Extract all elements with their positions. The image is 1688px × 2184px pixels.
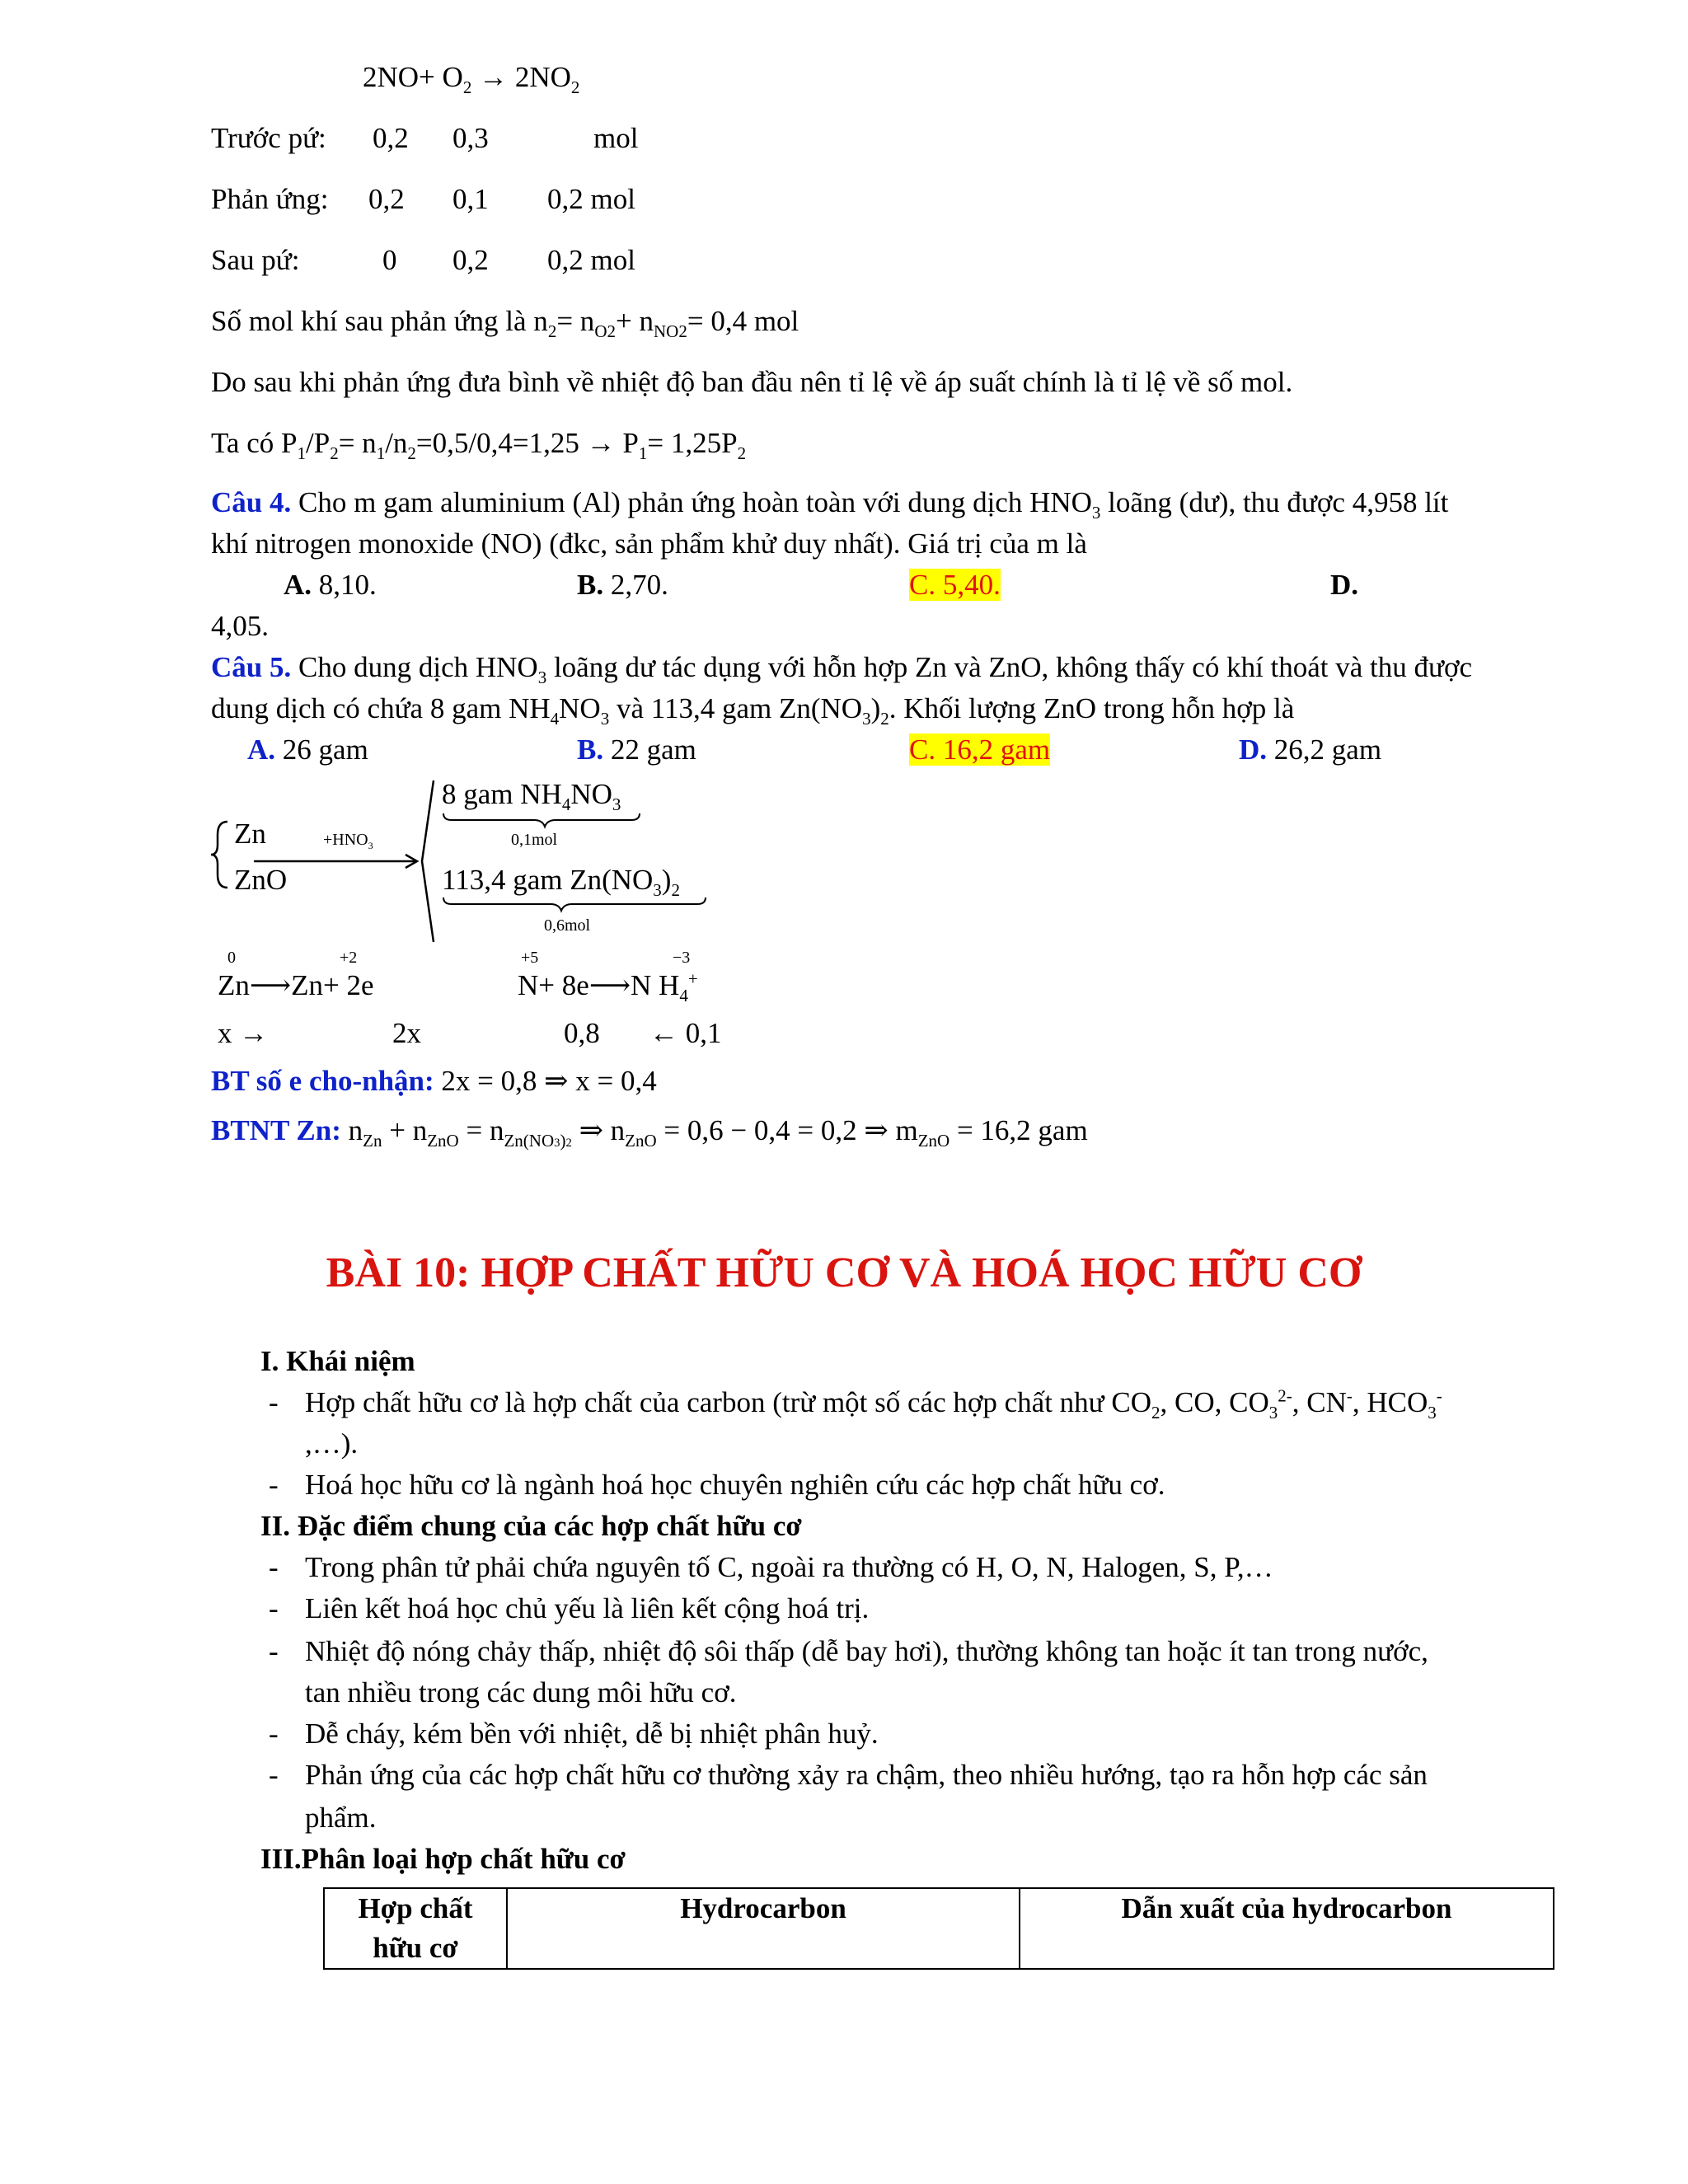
q5-option-a[interactable]: A. 26 gam — [247, 733, 368, 766]
s2-bullet-2: Liên kết hoá học chủ yếu là liên kết cộng hoá trị. — [305, 1592, 870, 1624]
scheme-product-nh4no3: 8 gam $NH_4NO_3$ — [442, 778, 621, 814]
q5-option-b[interactable]: B. 22 gam — [577, 733, 696, 766]
btnt-zn-line: BTNT Zn: $n_{Zn} + n_{ZnO} = n_{Zn(NO3)2}$ ⇒ $n_{ZnO} = 0,6 - 0,4 = 0,2$ ⇒ $m_{ZnO} = 16,2$ gam — [211, 1114, 1088, 1151]
s1-bullet-2: Hoá học hữu cơ là ngành hoá học chuyên nghiên cứu các hợp chất hữu cơ. — [305, 1469, 1165, 1501]
q4-option-d[interactable]: D. — [1330, 569, 1359, 601]
lesson-title: BÀI 10: HỢP CHẤT HỮU CƠ VÀ HOÁ HỌC HỮU CƠ — [326, 1249, 1362, 1296]
q4-option-d-value: 4,05. — [211, 610, 269, 642]
s2-bullet-4: Dễ cháy, kém bền với nhiệt, dễ bị nhiệt phân huỷ. — [305, 1718, 879, 1750]
pressure-ratio: Ta có $P_1/P_2= n_1/n_2=0,5/0,4=1,25 \to P_1= 1,25P_2$ — [211, 427, 747, 463]
table-header-hydrocarbon: Hydrocarbon — [507, 1888, 1020, 1969]
table-header-compound: Hợp chất hữu cơ — [324, 1888, 507, 1969]
q4-option-c-answer[interactable]: C. 5,40. — [909, 569, 1001, 601]
pressure-note: Do sau khi phản ứng đưa bình về nhiệt độ ban đầu nên tỉ lệ về áp suất chính là tỉ lệ về số mol. — [211, 366, 1293, 398]
q5-option-d[interactable]: D. 26,2 gam — [1239, 733, 1382, 766]
scheme-arrow-label: $+HNO_3$ — [323, 831, 373, 851]
s2-bullet-5: Phản ứng của các hợp chất hữu cơ thường xảy ra chậm, theo nhiều hướng, tạo ra hỗn hợp các sản — [305, 1759, 1428, 1791]
reaction-equation: $2NO+ O_2 \to 2NO_2$ — [363, 61, 580, 97]
scheme-product-zn-nitrate: 113,4 gam $Zn(NO_3)_2$ — [442, 864, 680, 900]
q5-text-line2: dung dịch có chứa 8 gam $NH_4NO_3$ và 113,4 gam $Zn(NO_3)_2$. Khối lượng ZnO trong hỗn hợp là — [211, 692, 1295, 729]
s1-bullet-1: Hợp chất hữu cơ là hợp chất của carbon (trừ một số các hợp chất như $CO_2$, CO, $CO_3^{2-}$, CN-, $HCO_3^-$ — [305, 1385, 1442, 1422]
s2-bullet-1: Trong phân tử phải chứa nguyên tố C, ngoài ra thường có H, O, N, Halogen, S, P,… — [305, 1551, 1273, 1583]
section-1-heading: I. Khái niệm — [260, 1345, 415, 1377]
q5-option-c-answer[interactable]: C. 16,2 gam — [909, 733, 1051, 766]
q5-text-line1: Câu 5. Cho dung dịch $HNO_3$ loãng dư tác dụng với hỗn hợp Zn và ZnO, không thấy có khí thoát và thu được — [211, 651, 1473, 687]
bt-electron-line: BT số e cho-nhận: 2x = 0,8 ⇒ x = 0,4 — [211, 1065, 657, 1097]
table-row — [324, 1888, 1554, 1969]
q4-text-line2: khí nitrogen monoxide (NO) (đkc, sản phẩm khử duy nhất). Giá trị của m là — [211, 527, 1087, 560]
table-header-derivative: Dẫn xuất của hydrocarbon — [1020, 1888, 1554, 1969]
section-2-heading: II. Đặc điểm chung của các hợp chất hữu cơ — [260, 1510, 802, 1542]
classification-table — [323, 1887, 1554, 1970]
q4-option-a[interactable]: A. 8,10. — [284, 569, 377, 601]
s2-bullet-3: Nhiệt độ nóng chảy thấp, nhiệt độ sôi thấp (dễ bay hơi), thường không tan hoặc ít tan trong nước, — [305, 1635, 1428, 1667]
section-3-heading: III.Phân loại hợp chất hữu cơ — [260, 1843, 626, 1875]
q4-text-line1: Câu 4. Cho m gam aluminium (Al) phản ứng hoàn toàn với dung dịch $HNO_3$ loãng (dư), thu được 4,958 lít — [211, 486, 1449, 523]
q4-option-b[interactable]: B. 2,70. — [577, 569, 668, 601]
mol-gas-line: Số mol khí sau phản ứng là $n_2= n_{O2}+ n_{NO2}= 0,4$ mol — [211, 305, 799, 341]
